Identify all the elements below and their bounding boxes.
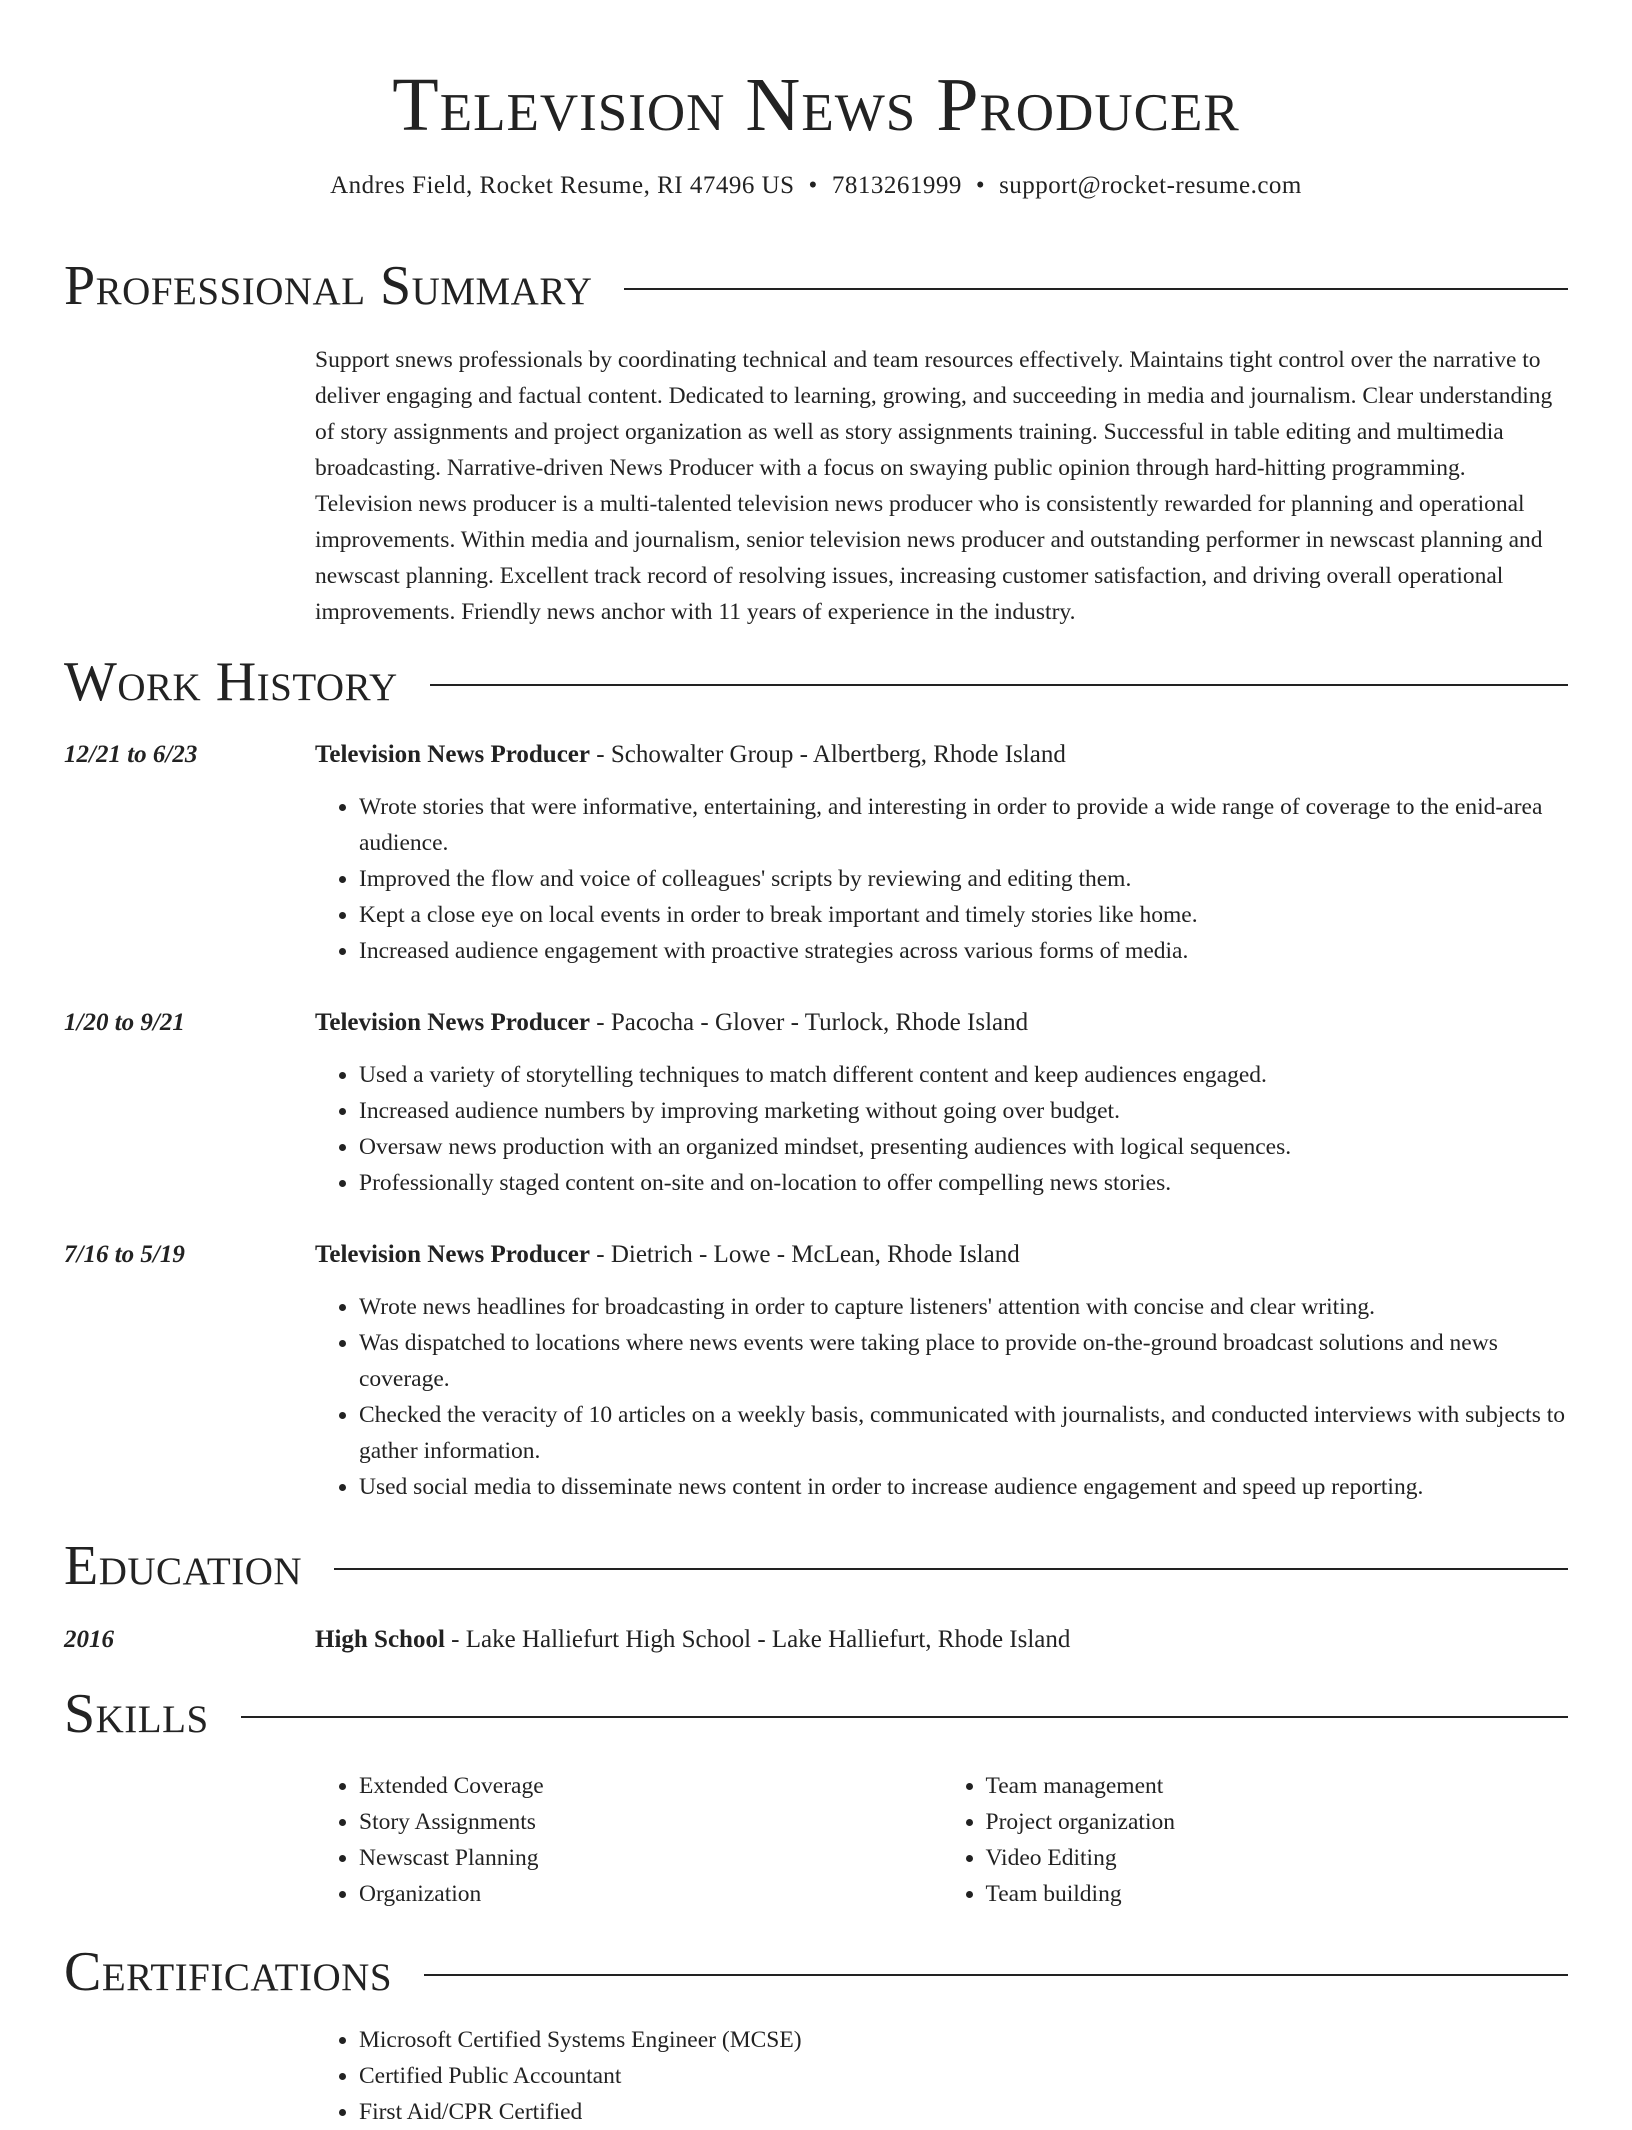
skills-section (64, 1684, 1568, 1744)
section-divider (334, 1568, 1568, 1570)
job-bullet: • Checked the veracity of 10 articles on a weekly basis, communicated with journalists, and conducted interviews with subjects to gather information. (359, 1397, 1568, 1469)
job-bullet: • Used social media to disseminate news content in order to increase audience engagement and speed up reporting. (359, 1469, 1568, 1505)
skill-item: • Project organization (986, 1804, 1569, 1840)
certifications-list (64, 2022, 1568, 2130)
education-entry (64, 1622, 1568, 1658)
job-bullet: • Professionally staged content on-site and on-location to offer compelling news stories. (359, 1165, 1568, 1201)
job-title: Television News Producer (315, 1009, 590, 1036)
skill-item: • Organization (359, 1876, 942, 1912)
skill-item: • Team building (986, 1876, 1569, 1912)
skill-item: • Story Assignments (359, 1804, 942, 1840)
resume-title: Television News Producer (392, 63, 1240, 147)
section-heading: Skills (64, 1683, 209, 1745)
job-details: - Schowalter Group - Albertberg, Rhode Island (590, 741, 1066, 768)
job-bullet: • Increased audience engagement with proactive strategies across various forms of media. (359, 933, 1568, 969)
job-details: - Dietrich - Lowe - McLean, Rhode Island (590, 1241, 1020, 1268)
job-bullets (315, 1289, 1568, 1505)
section-divider (241, 1716, 1568, 1718)
skill-item: • Video Editing (986, 1840, 1569, 1876)
contact-phone: 7813261999 (831, 172, 962, 199)
certification-item: • Microsoft Certified Systems Engineer (MCSE) (359, 2022, 1568, 2058)
job-bullet: • Was dispatched to locations where news events were taking place to provide on-the-ground broadcast solutions and news coverage. (359, 1325, 1568, 1397)
work-history-section (64, 652, 1568, 712)
skills-list (64, 1768, 1568, 1912)
job-bullet: • Increased audience numbers by improving marketing without going over budget. (359, 1093, 1568, 1129)
education-line (315, 1622, 1568, 1658)
section-heading: Education (64, 1535, 303, 1597)
education-section (64, 1536, 1568, 1596)
certifications-heading-row (64, 1942, 1568, 2002)
skills-heading-row (64, 1684, 1568, 1744)
contact-email: support@rocket-resume.com (999, 172, 1302, 199)
section-heading: Certifications (64, 1941, 393, 2003)
job-bullets (315, 789, 1568, 969)
job-bullets (315, 1057, 1568, 1201)
job-bullet: • Wrote news headlines for broadcasting in order to capture listeners' attention with concise and clear writing. (359, 1289, 1568, 1325)
job-line (315, 737, 1568, 773)
job-dates: 1/20 to 9/21 (64, 1009, 185, 1036)
job-entry (64, 737, 1568, 969)
section-heading: Professional Summary (64, 255, 593, 317)
skill-item: • Extended Coverage (359, 1768, 942, 1804)
job-line (315, 1005, 1568, 1041)
section-divider (430, 684, 1568, 686)
work-heading-row (64, 652, 1568, 712)
job-entry (64, 1237, 1568, 1505)
contact-separator: • (808, 172, 818, 199)
job-bullet: • Used a variety of storytelling techniques to match different content and keep audiences engaged. (359, 1057, 1568, 1093)
summary-heading-row (64, 256, 1568, 316)
certifications-section (64, 1942, 1568, 2002)
contact-line (0, 172, 1632, 200)
education-details: - Lake Halliefurt High School - Lake Halliefurt, Rhode Island (444, 1626, 1071, 1653)
job-bullet: • Oversaw news production with an organized mindset, presenting audiences with logical sequences. (359, 1129, 1568, 1165)
job-title: Television News Producer (315, 1241, 590, 1268)
job-entry (64, 1005, 1568, 1201)
certification-items (315, 2022, 1568, 2130)
education-degree: High School (315, 1626, 445, 1653)
education-year: 2016 (64, 1626, 114, 1653)
certification-item: • Certified Public Accountant (359, 2058, 1568, 2094)
section-divider (424, 1974, 1568, 1976)
job-line (315, 1237, 1568, 1273)
summary-text: Support snews professionals by coordinating technical and team resources effectively. Maintains tight control over the narrative to deliver engaging and factual content. Dedicated to learning, growing, and succeeding in media and journalism. Clear understanding of story assignments and project organization as well as story assignments training. Successful in table editing and multimedia broadcasting. Narrative-driven News Producer with a focus on swaying public opinion through hard-hitting programming. Television news producer is a multi-talented television news producer who is consistently rewarded for planning and operational improvements. Within media and journalism, senior television news producer and outstanding performer in newscast planning and newscast planning. Excellent track record of resolving issues, increasing customer satisfaction, and driving overall operational improvements. Friendly news anchor with 11 years of experience in the industry. (315, 347, 1553, 625)
skills-column-right (942, 1768, 1569, 1912)
job-dates: 7/16 to 5/19 (64, 1241, 185, 1268)
skills-column-left (315, 1768, 942, 1912)
contact-address: Andres Field, Rocket Resume, RI 47496 US (330, 172, 795, 199)
job-bullet: • Improved the flow and voice of colleagues' scripts by reviewing and editing them. (359, 861, 1568, 897)
job-title: Television News Producer (315, 741, 590, 768)
education-heading-row (64, 1536, 1568, 1596)
job-bullet: • Kept a close eye on local events in order to break important and timely stories like home. (359, 897, 1568, 933)
job-details: - Pacocha - Glover - Turlock, Rhode Island (590, 1009, 1029, 1036)
skill-item: • Newscast Planning (359, 1840, 942, 1876)
job-bullet: • Wrote stories that were informative, entertaining, and interesting in order to provide a wide range of coverage to the enid-area audience. (359, 789, 1568, 861)
section-divider (624, 288, 1568, 290)
job-dates: 12/21 to 6/23 (64, 741, 198, 768)
contact-separator: • (975, 172, 986, 199)
summary-section (64, 256, 1568, 630)
certification-item: • First Aid/CPR Certified (359, 2094, 1568, 2130)
section-heading: Work History (64, 651, 398, 713)
skill-item: • Team management (986, 1768, 1569, 1804)
